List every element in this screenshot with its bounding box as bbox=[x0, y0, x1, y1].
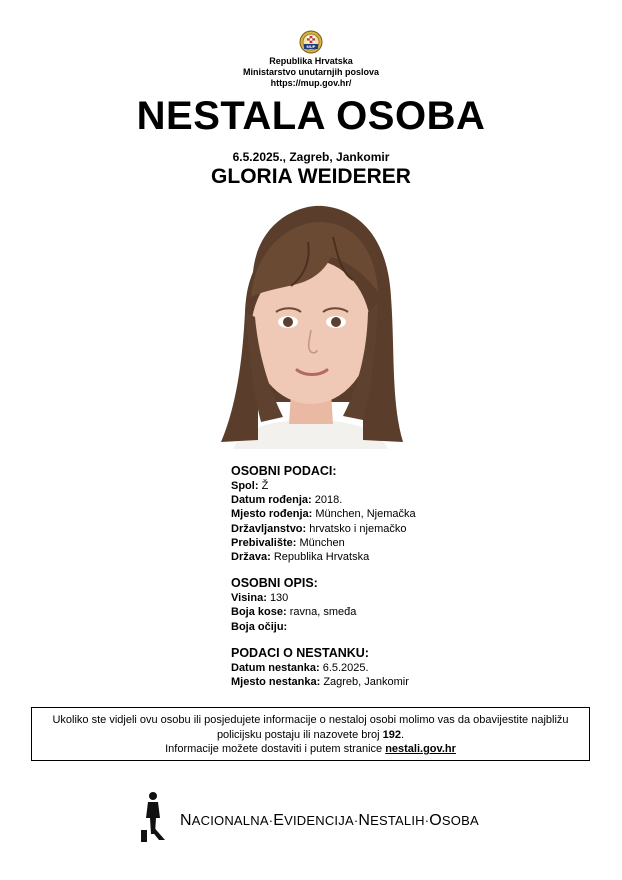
row-value: hrvatsko i njemačko bbox=[309, 522, 407, 535]
row-value: München, Njemačka bbox=[315, 508, 416, 521]
row-label: Mjesto nestanka: bbox=[231, 676, 321, 689]
row-label: Visina: bbox=[231, 592, 267, 605]
notice-line-2 bbox=[32, 728, 589, 743]
personal-data-row bbox=[231, 522, 551, 536]
footer-w2: VIDENCIJA bbox=[284, 813, 354, 828]
row-label: Mjesto rođenja: bbox=[231, 508, 313, 521]
footer-w2-cap: E bbox=[273, 812, 285, 829]
header-country: Republika Hrvatska bbox=[269, 56, 353, 66]
info-block bbox=[231, 463, 551, 689]
footer bbox=[138, 790, 498, 842]
header bbox=[0, 30, 622, 89]
row-value: ravna, smeđa bbox=[289, 606, 357, 619]
disappearance-heading: PODACI O NESTANKU: bbox=[231, 645, 369, 660]
person-name: GLORIA WEIDERER bbox=[211, 165, 411, 188]
personal-data-heading: OSOBNI PODACI: bbox=[231, 464, 337, 478]
notice-line-2-end: . bbox=[401, 728, 405, 741]
mup-emblem-icon bbox=[298, 30, 324, 54]
footer-sep: · bbox=[268, 813, 274, 828]
footer-w4-cap: O bbox=[429, 812, 442, 829]
personal-data-row bbox=[231, 550, 551, 564]
footer-w1: ACIONALNA bbox=[191, 813, 269, 828]
phone-number: 192 bbox=[382, 728, 401, 741]
row-value: Republika Hrvatska bbox=[273, 551, 370, 564]
personal-description-heading: OSOBNI OPIS: bbox=[231, 576, 318, 591]
row-label: Spol: bbox=[231, 480, 259, 492]
footer-title bbox=[180, 812, 479, 830]
notice-line-3 bbox=[32, 742, 589, 757]
description-row bbox=[231, 591, 551, 605]
row-value: 6.5.2025. bbox=[322, 661, 369, 674]
description-row bbox=[231, 620, 551, 634]
footer-sep: · bbox=[424, 813, 430, 828]
footer-w3-cap: N bbox=[358, 812, 371, 829]
description-row bbox=[231, 605, 551, 619]
personal-data-row bbox=[231, 479, 551, 493]
date-place: 6.5.2025., Zagreb, Jankomir bbox=[232, 150, 390, 164]
contact-notice bbox=[31, 707, 590, 761]
footer-w3: ESTALIH bbox=[370, 813, 425, 828]
emblem-label: MUP bbox=[306, 44, 316, 50]
personal-data-row bbox=[231, 507, 551, 521]
footer-w1-cap: N bbox=[180, 812, 192, 829]
row-value: Zagreb, Jankomir bbox=[323, 676, 409, 689]
missing-person-logo-icon bbox=[138, 790, 168, 842]
person-photo-image bbox=[213, 202, 408, 449]
row-label: Boja kose: bbox=[231, 606, 287, 619]
disappearance-row bbox=[231, 675, 551, 689]
notice-line-2-text: policijsku postaju ili nazovete broj bbox=[216, 728, 383, 741]
notice-line-1: Ukoliko ste vidjeli ovu osobu ili posjedujete informacije o nestaloj osobi molimo vas da obavijestite najbližu bbox=[52, 714, 569, 726]
row-label: Datum nestanka: bbox=[231, 661, 320, 674]
row-value: 130 bbox=[269, 592, 289, 605]
website-link[interactable]: nestali.gov.hr bbox=[385, 743, 456, 755]
footer-sep: · bbox=[353, 813, 359, 828]
person-photo bbox=[213, 202, 408, 449]
personal-data-row bbox=[231, 536, 551, 550]
footer-w4: SOBA bbox=[441, 813, 479, 828]
notice-line-3-text: Informacije možete dostaviti i putem stranice bbox=[165, 743, 386, 755]
row-label: Boja očiju: bbox=[231, 620, 288, 633]
row-value: Ž bbox=[261, 480, 269, 492]
header-url: https://mup.gov.hr/ bbox=[270, 78, 352, 88]
row-label: Državljanstvo: bbox=[231, 522, 307, 535]
personal-data-row bbox=[231, 493, 551, 507]
header-ministry: Ministarstvo unutarnjih poslova bbox=[242, 67, 379, 77]
row-value: München bbox=[299, 536, 345, 549]
page-title: NESTALA OSOBA bbox=[136, 94, 486, 138]
disappearance-row bbox=[231, 661, 551, 675]
row-value: 2018. bbox=[314, 494, 343, 507]
row-label: Datum rođenja: bbox=[231, 494, 312, 507]
row-label: Prebivalište: bbox=[231, 536, 297, 549]
row-label: Država: bbox=[231, 551, 271, 564]
